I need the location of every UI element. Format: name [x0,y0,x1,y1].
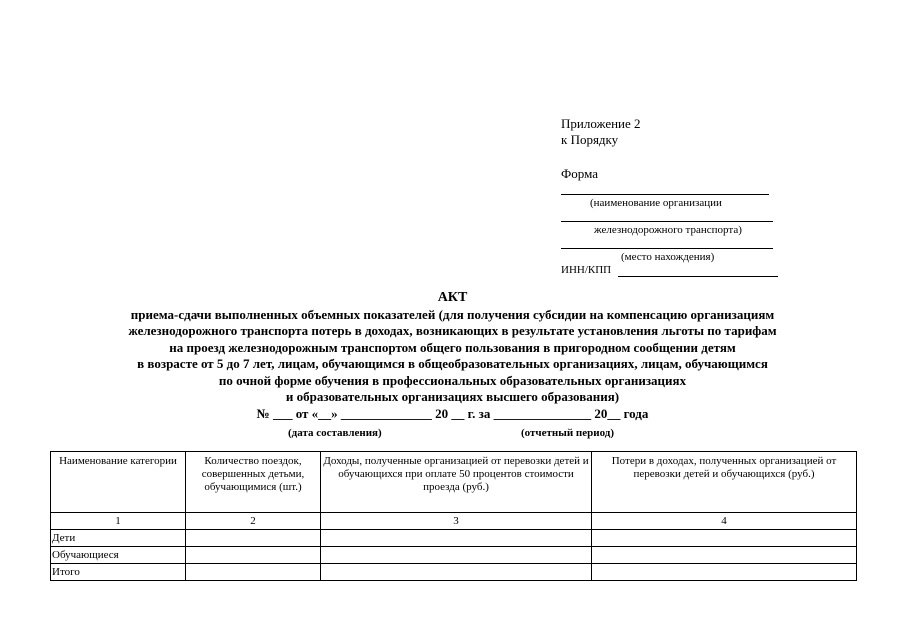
location-line [561,248,773,249]
form-label: Форма [561,166,598,181]
table-row [51,547,857,564]
col-number: 3 [321,513,592,530]
appendix-line2: к Порядку [561,132,619,147]
date-caption: (дата составления) [288,427,382,439]
header-trips: Количество поездок, совершенных детьми, обучающимися (шт.) [186,452,321,513]
table-cell [186,530,321,547]
org-type-caption: железнодорожного транспорта) [594,224,742,236]
table-cell [592,547,857,564]
inn-kpp-label: ИНН/КПП [561,264,612,276]
org-name-caption: (наименование организации [590,197,722,209]
table-cell [592,564,857,581]
act-title-line: в возрасте от 5 до 7 лет, лицам, обучающимся в общеобразовательных организациях, лицам, обучающимся [137,356,768,371]
row-label-children: Дети [51,530,186,547]
row-label-students: Обучающиеся [51,547,186,564]
header-category: Наименование категории [51,452,186,513]
table-number-row [51,513,857,530]
act-title-line: и образовательных организациях высшего образования) [285,389,620,404]
col-number: 4 [592,513,857,530]
table-cell [321,530,592,547]
inn-kpp-line [618,276,778,277]
table-row [51,530,857,547]
header-losses: Потери в доходах, полученных организацией от перевозки детей и обучающихся (руб.) [592,452,857,513]
table-row [51,564,857,581]
col-number: 1 [51,513,186,530]
period-caption: (отчетный период) [521,427,615,439]
act-table [50,451,857,581]
table-cell [321,564,592,581]
table-cell [186,564,321,581]
table-cell [592,530,857,547]
org-name-line-2 [561,221,773,222]
org-name-line-1 [561,194,769,195]
act-title-line: на проезд железнодорожным транспортом общего пользования в пригородном сообщении детям [169,339,736,355]
act-title-line: железнодорожного транспорта потерь в доходах, возникающих в результате установления льготы по тарифам [128,323,777,338]
act-title-block [40,290,865,422]
act-heading: АКТ [437,290,468,305]
table-header-row [51,452,857,513]
location-caption: (место нахождения) [621,251,715,263]
table-cell [321,547,592,564]
act-number-line: № ___ от «__» ______________ 20 __ г. за _______________ 20__ года [256,405,649,421]
col-number: 2 [186,513,321,530]
act-title-line: приема-сдачи выполненных объемных показателей (для получения субсидии на компенсацию организациям [130,306,775,322]
table-cell [186,547,321,564]
row-label-total: Итого [51,564,186,581]
act-title-line: по очной форме обучения в профессиональных образовательных организациях [218,372,687,388]
appendix-line1: Приложение 2 [561,116,641,131]
header-income: Доходы, полученные организацией от перевозки детей и обучающихся при оплате 50 процентов стоимости проезда (руб.) [321,452,592,513]
